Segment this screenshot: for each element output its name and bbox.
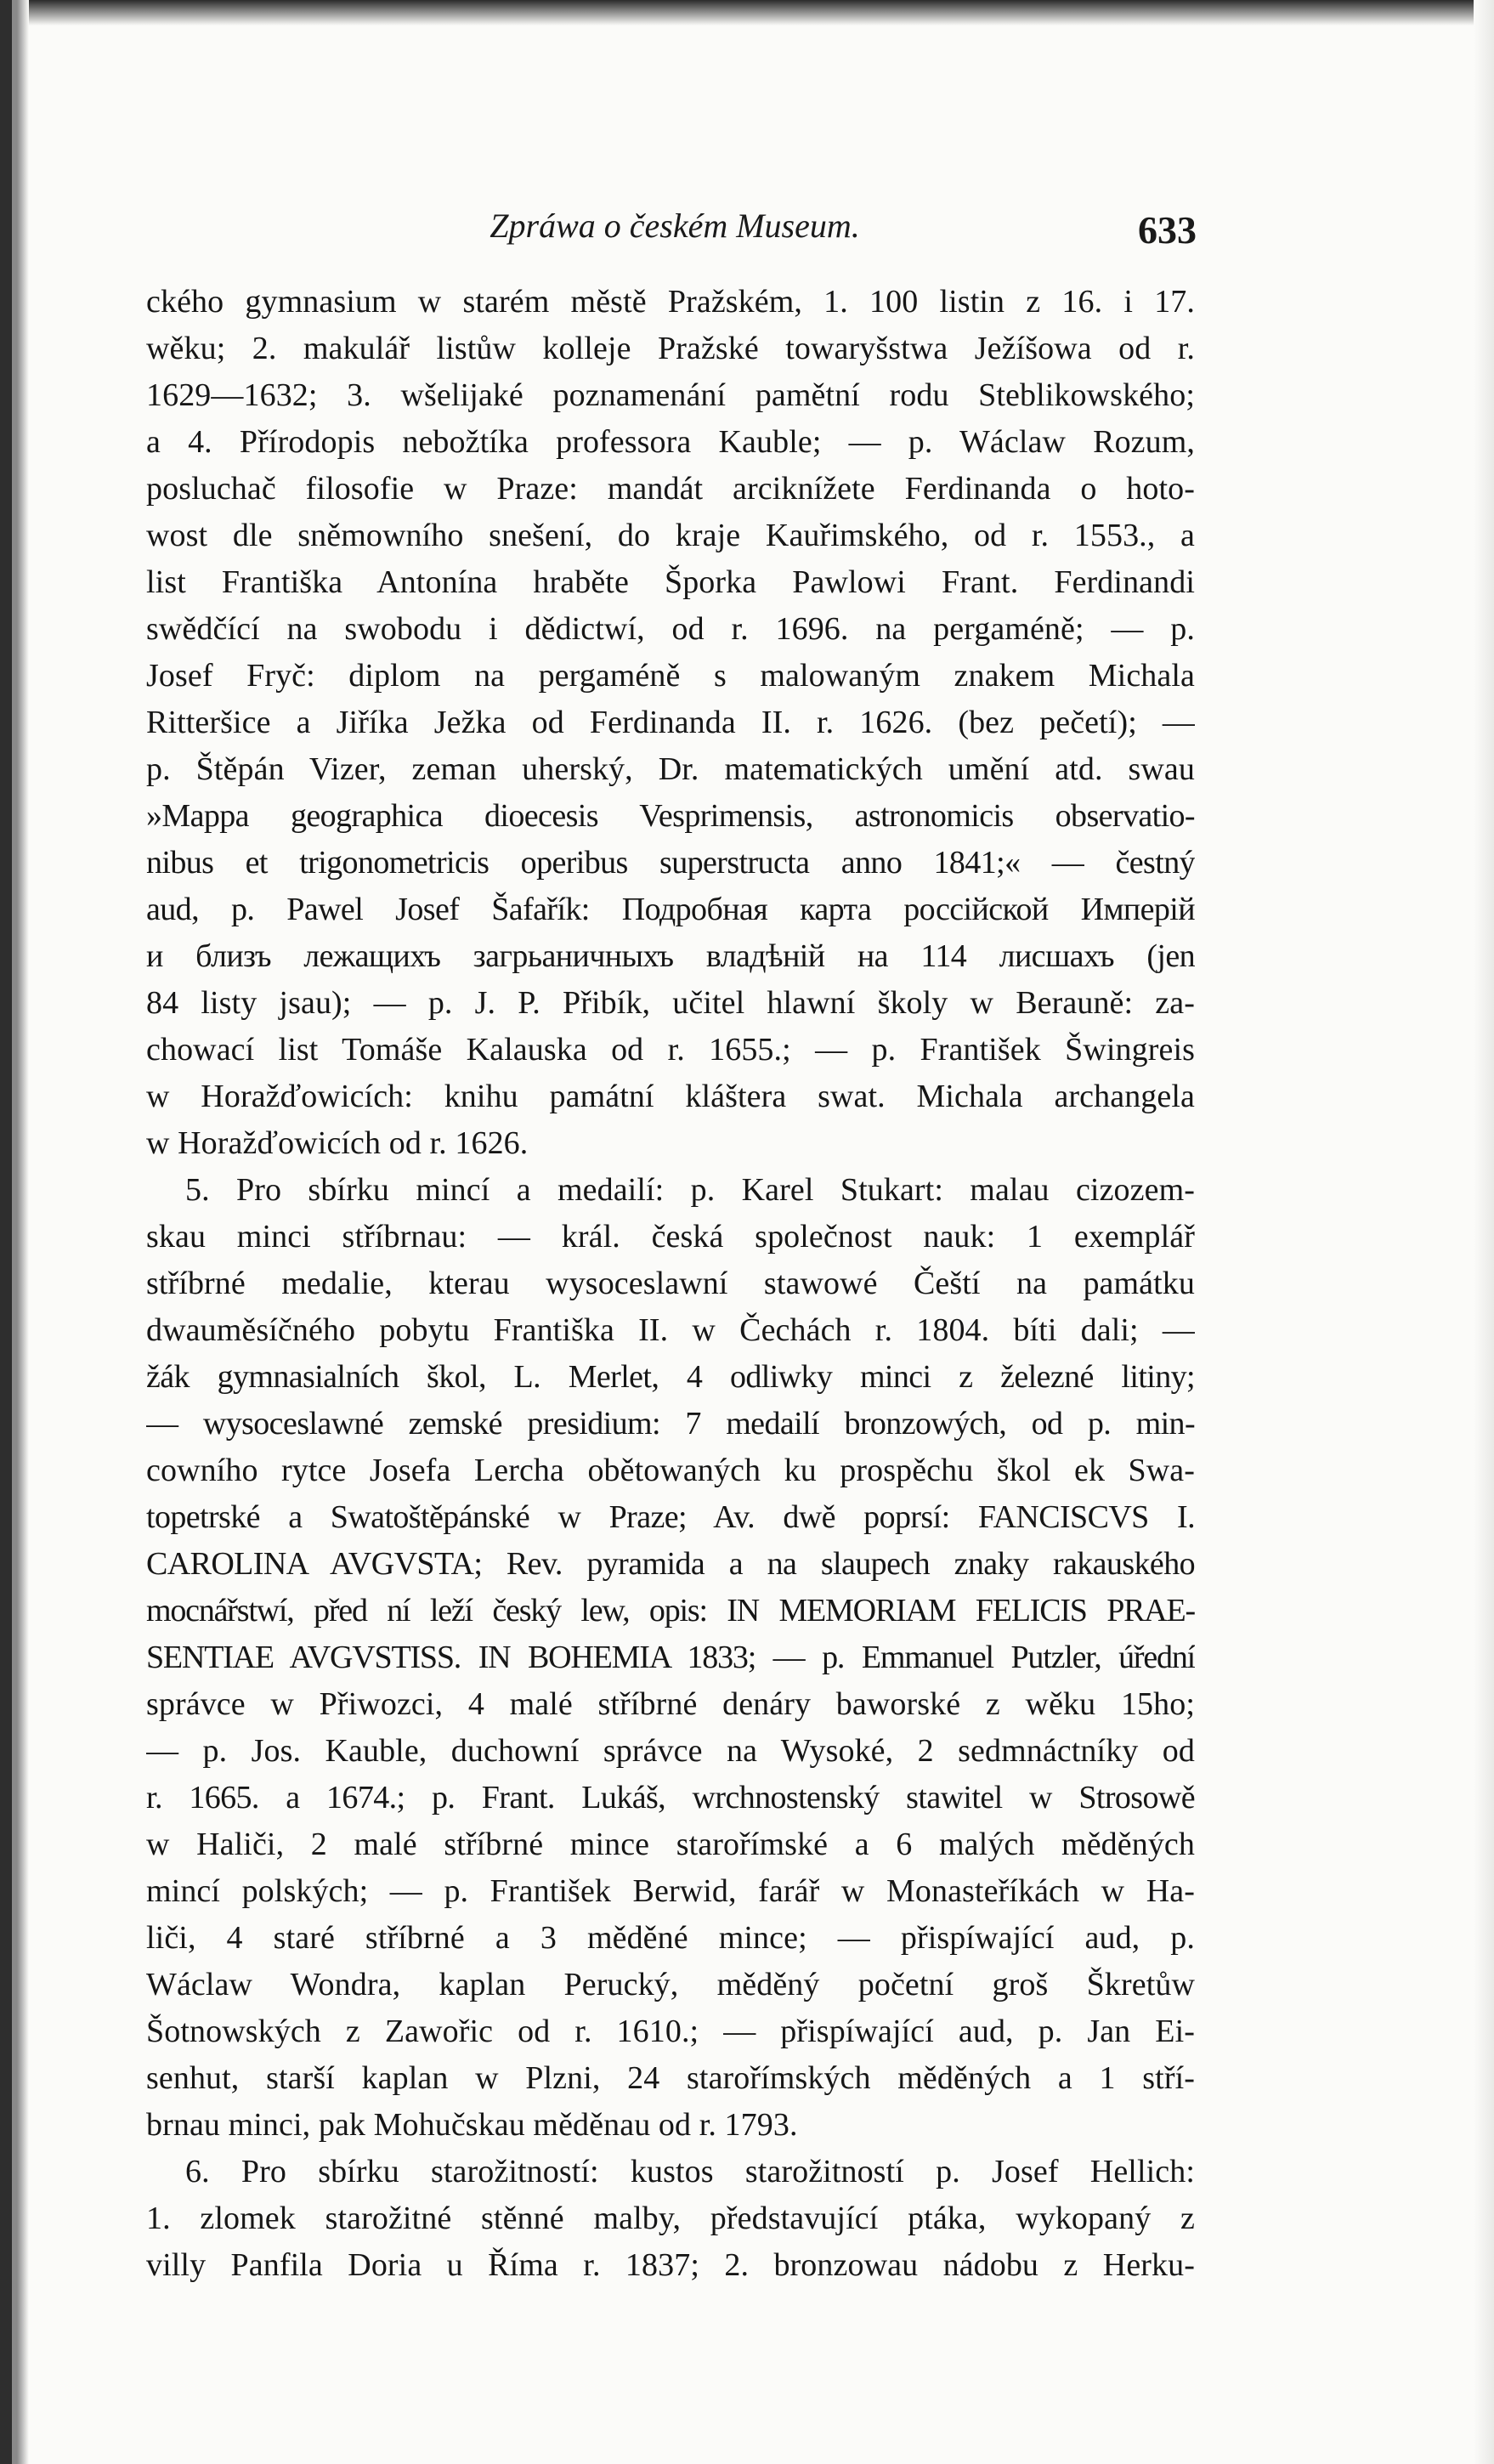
text-line: nibus et trigonometricis operibus superstructa anno 1841;« — čestný xyxy=(146,845,1195,881)
text-line: chowací list Tomáše Kalauska od r. 1655.; — p. František Šwingreis xyxy=(146,1032,1195,1068)
text-line: topetrské a Swatoštěpánské w Praze; Av. dwě poprsí: FANCISCVS I. xyxy=(146,1499,1195,1535)
text-line: Šotnowských z Zawořic od r. 1610.; — přispíwající aud, p. Jan Ei- xyxy=(146,2014,1195,2049)
text-line: mincí polských; — p. František Berwid, farář w Monasteříkách w Ha- xyxy=(146,1873,1195,1909)
text-line: wost dle sněmowního snešení, do kraje Kauřimského, od r. 1553., a xyxy=(146,518,1195,553)
text-line: žák gymnasialních škol, L. Merlet, 4 odliwky minci z železné litiny; xyxy=(146,1359,1195,1395)
text-line: cowního rytce Josefa Lercha obětowaných ku prospěchu škol ek Swa- xyxy=(146,1453,1195,1488)
text-line: stříbrné medalie, kterau wysoceslawní stawowé Čeští na památku xyxy=(146,1266,1195,1301)
text-line: list Františka Antonína hraběte Šporka Pawlowi Frant. Ferdinandi xyxy=(146,564,1195,600)
paragraph-start-line: 6. Pro sbírku starožitností: kustos starožitností p. Josef Hellich: xyxy=(185,2154,1195,2189)
text-line: CAROLINA AVGVSTA; Rev. pyramida a na slaupech znaky rakauského xyxy=(146,1546,1195,1582)
text-line: villy Panfila Doria u Říma r. 1837; 2. bronzowau nádobu z Herku- xyxy=(146,2247,1195,2283)
text-line: Wáclaw Wondra, kaplan Perucký, měděný početní groš Škretůw xyxy=(146,1967,1195,2002)
text-line: swědčící na swobodu i dědictwí, od r. 1696. na pergaméně; — p. xyxy=(146,611,1195,647)
text-line: 1629—1632; 3. wšelijaké poznamenání pamětní rodu Steblikowského; xyxy=(146,377,1195,413)
text-line: w Horažďowicích od r. 1626. xyxy=(146,1125,529,1161)
scan-top-edge xyxy=(0,0,1494,25)
paragraph-start-line: 5. Pro sbírku mincí a medailí: p. Karel Stukart: malau cizozem- xyxy=(185,1172,1195,1208)
text-line: Josef Fryč: diplom na pergaméně s malowaným znakem Michala xyxy=(146,658,1195,694)
text-line: Ritteršice a Jiříka Ježka od Ferdinanda II. r. 1626. (bez pečetí); — xyxy=(146,705,1195,740)
text-line: aud, p. Pawel Josef Šafařík: Подробная карта россійской Имперій xyxy=(146,892,1195,927)
text-line: SENTIAE AVGVSTISS. IN BOHEMIA 1833; — p. Emmanuel Putzler, úřední xyxy=(146,1640,1195,1675)
text-line: 84 listy jsau); — p. J. P. Přibík, učitel hlawní školy w Berauně: za- xyxy=(146,985,1195,1021)
text-line: p. Štěpán Vizer, zeman uherský, Dr. matematických umění atd. swau xyxy=(146,751,1195,787)
text-line: и близъ лежащихъ загрьаничныхъ владѣній на 114 лисшахъ (jen xyxy=(146,938,1195,974)
text-line: správce w Přiwozci, 4 malé stříbrné denáry baworské z wěku 15ho; xyxy=(146,1686,1195,1722)
text-line: w Horažďowicích: knihu památní kláštera swat. Michala archangela xyxy=(146,1079,1195,1114)
page-header xyxy=(153,206,1197,262)
page-number: 633 xyxy=(1138,208,1197,252)
text-line: ckého gymnasium w starém městě Pražském, 1. 100 listin z 16. i 17. xyxy=(146,284,1195,320)
text-line: senhut, starší kaplan w Plzni, 24 starořímských měděných a 1 stří- xyxy=(146,2060,1195,2096)
text-line: — p. Jos. Kauble, duchowní správce na Wysoké, 2 sedmnáctníky od xyxy=(146,1733,1195,1769)
running-title: Zpráwa o českém Museum. xyxy=(490,207,860,245)
text-line: 1. zlomek starožitné stěnné malby, představující ptáka, wykopaný z xyxy=(146,2201,1195,2236)
text-line: mocnářstwí, před ní leží český lew, opis: IN MEMORIAM FELICIS PRAE- xyxy=(146,1593,1195,1629)
text-line: wěku; 2. makulář listůw kolleje Pražské towaryšstwa Ježíšowa od r. xyxy=(146,331,1195,366)
text-line: skau minci stříbrnau: — král. česká společnost nauk: 1 exemplář xyxy=(146,1219,1195,1255)
scan-right-edge xyxy=(1474,0,1494,2464)
text-line: »Mappa geographica dioecesis Vesprimensis, astronomicis observatio- xyxy=(146,798,1195,834)
text-line: brnau minci, pak Mohučskau měděnau od r. 1793. xyxy=(146,2107,798,2143)
text-line: liči, 4 staré stříbrné a 3 měděné mince; — přispíwající aud, p. xyxy=(146,1920,1195,1956)
text-line: r. 1665. a 1674.; p. Frant. Lukáš, wrchnostenský stawitel w Strosowě xyxy=(146,1780,1195,1815)
text-line: — wysoceslawné zemské presidium: 7 medailí bronzowých, od p. min- xyxy=(146,1406,1195,1442)
text-line: posluchač filosofie w Praze: mandát arciknížete Ferdinanda o hoto- xyxy=(146,471,1195,507)
body-text xyxy=(146,279,1195,2289)
scan-binding-edge xyxy=(0,0,29,2464)
text-line: dwauměsíčného pobytu Františka II. w Čechách r. 1804. bíti dali; — xyxy=(146,1312,1195,1348)
text-line: a 4. Přírodopis nebožtíka professora Kauble; — p. Wáclaw Rozum, xyxy=(146,424,1195,460)
text-line: w Haliči, 2 malé stříbrné mince starořímské a 6 malých měděných xyxy=(146,1827,1195,1862)
